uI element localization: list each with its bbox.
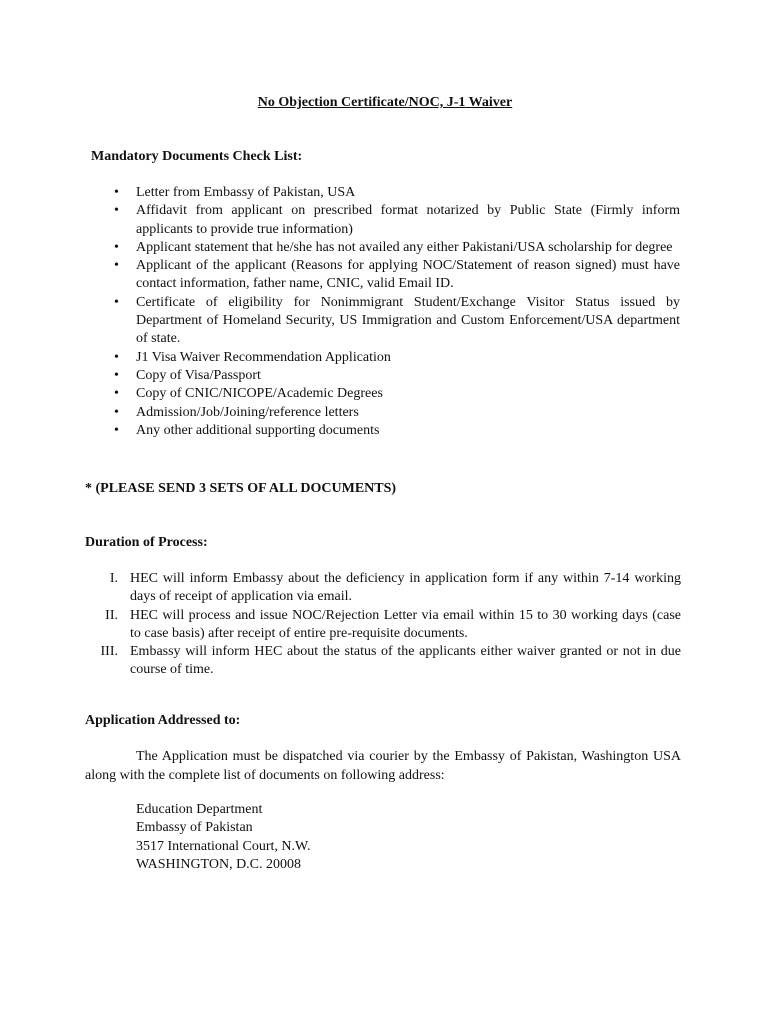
list-item: • Any other additional supporting documents (136, 422, 680, 440)
address-line: Education Department (136, 802, 263, 817)
address-heading: Application Addressed to: (85, 713, 241, 728)
list-number: III. (100, 644, 118, 660)
list-item-text: Embassy will inform HEC about the status of the applicants either waiver granted or not in due course of time. (130, 644, 681, 678)
address-paragraph: The Application must be dispatched via courier by the Embassy of Pakistan, Washington USA along with the complete list of documents on following address: (85, 749, 681, 783)
address-line: Embassy of Pakistan (136, 820, 253, 836)
checklist-heading: Mandatory Documents Check List: (91, 149, 303, 164)
list-item: • Applicant of the applicant (Reasons for applying NOC/Statement of reason signed) must have contact information, father name, CNIC, valid Email ID. (136, 257, 680, 294)
list-item-text: HEC will process and issue NOC/Rejection Letter via email within 15 to 30 working days (case to case basis) after receipt of entire pre-requisite documents. (130, 607, 681, 641)
list-item: • Letter from Embassy of Pakistan, USA (136, 184, 680, 202)
address-line: WASHINGTON, D.C. 20008 (136, 856, 302, 872)
process-list (100, 570, 681, 680)
address-line: 3517 International Court, N.W. (136, 838, 311, 854)
list-item: • Copy of Visa/Passport (136, 367, 680, 385)
list-item: • Admission/Job/Joining/reference letters (136, 404, 680, 422)
list-number: I. (109, 571, 118, 586)
list-item: • Copy of CNIC/NICOPE/Academic Degrees (136, 385, 680, 403)
list-item: • Certificate of eligibility for Nonimmigrant Student/Exchange Visitor Status issued by Department of Homeland Security, US Immigration and Custom Enforcement/USA department of state. (136, 294, 680, 349)
mailing-address (136, 801, 310, 874)
list-item: • Affidavit from applicant on prescribed format notarized by Public State (Firmly inform applicants to provide true information) (136, 202, 680, 239)
checklist (136, 184, 680, 440)
page-title: No Objection Certificate/NOC, J-1 Waiver (257, 95, 513, 110)
list-item-text: HEC will inform Embassy about the deficiency in application form if any within 7-14 working days of receipt of application via email. (130, 571, 681, 605)
list-item (109, 570, 681, 607)
sets-note: * (PLEASE SEND 3 SETS OF ALL DOCUMENTS) (85, 481, 397, 496)
list-item: • Applicant statement that he/she has not availed any either Pakistani/USA scholarship for degree (136, 239, 680, 257)
list-item (100, 643, 681, 680)
list-item: • J1 Visa Waiver Recommendation Application (136, 349, 680, 367)
process-heading: Duration of Process: (85, 535, 208, 550)
list-item (105, 607, 681, 644)
list-number: II. (105, 607, 118, 623)
